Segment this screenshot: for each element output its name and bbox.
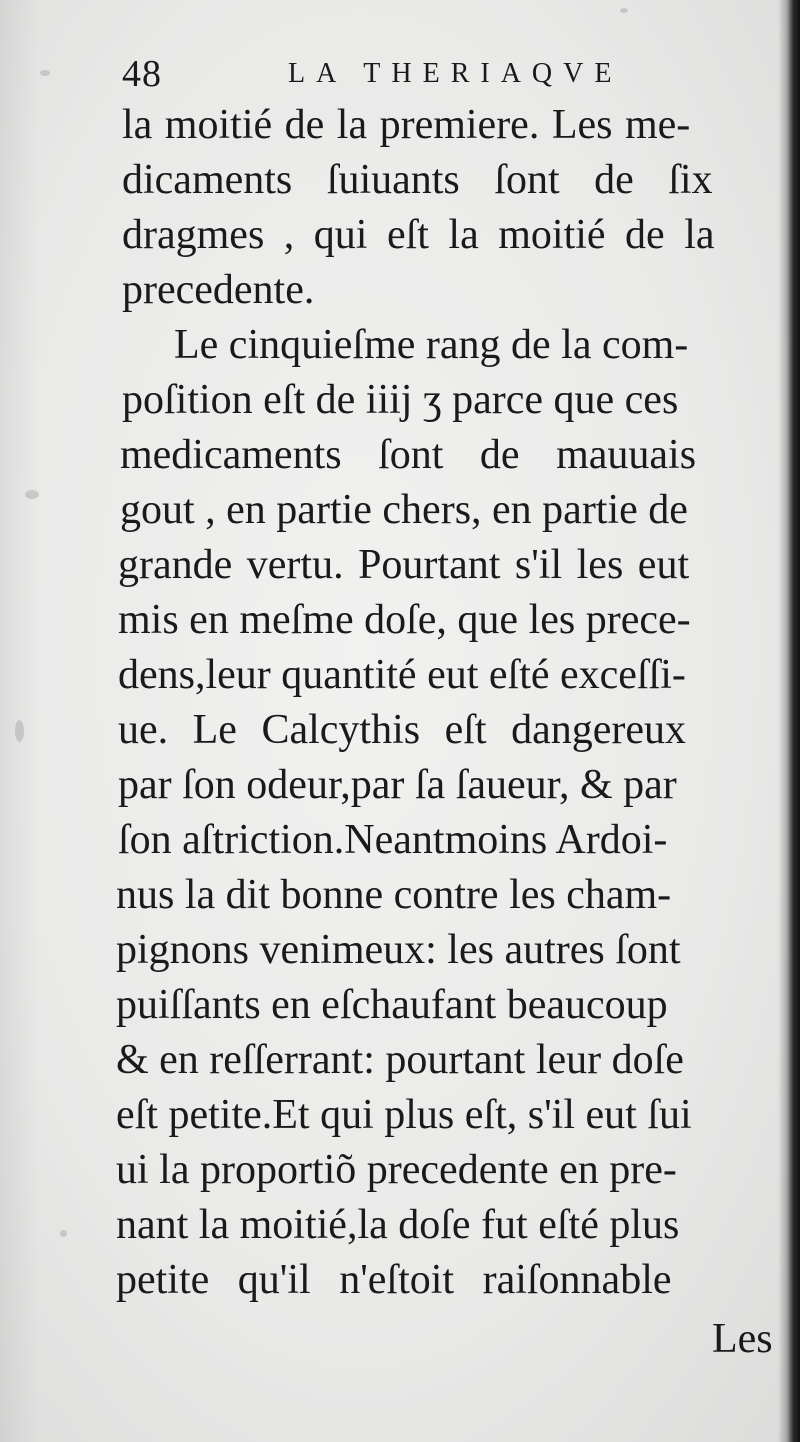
- text-line: medicaments ſont de mauuais: [120, 432, 697, 478]
- catchword: Les: [712, 1316, 773, 1362]
- text-line: dragmes , qui eſt la moitié de la: [122, 212, 715, 258]
- text-line: nant la moitié,la doſe fut eſté plus: [116, 1202, 680, 1248]
- running-head: LA THERIAQVE: [288, 58, 623, 89]
- paper-speck: [60, 1230, 67, 1237]
- text-line: puiſſants en eſchaufant beaucoup: [116, 982, 668, 1028]
- text-line: precedente.: [122, 267, 315, 313]
- text-line: ue. Le Calcythis eſt dangereux: [118, 707, 686, 753]
- text-line: grande vertu. Pourtant s'il les eut: [118, 542, 690, 588]
- text-line: dicaments ſuiuants ſont de ſix: [122, 157, 713, 203]
- paper-speck: [40, 70, 50, 76]
- text-line: mis en meſme doſe, que les prece-: [118, 597, 691, 643]
- paper-speck: [25, 490, 39, 499]
- text-line: eſt petite.Et qui plus eſt, s'il eut ſui: [116, 1092, 692, 1138]
- paper-speck: [620, 8, 628, 13]
- text-line: pignons venimeux: les autres ſont: [116, 927, 681, 973]
- page-number: 48: [122, 53, 162, 95]
- text-line: Le cinquieſme rang de la com-: [174, 322, 689, 368]
- text-line: gout , en partie chers, en partie de: [120, 487, 688, 533]
- text-line: par ſon odeur,par ſa ſaueur, & par: [118, 762, 677, 808]
- page-gutter-shadow: [778, 0, 800, 1442]
- text-line: ſon aſtriction.Neantmoins Ardoi-: [118, 817, 668, 863]
- text-line: nus la dit bonne contre les cham-: [116, 872, 672, 918]
- text-line: petite qu'il n'eſtoit raiſonnable: [116, 1257, 672, 1303]
- text-line: poſition eſt de iiij ʒ parce que ces: [122, 377, 679, 423]
- paper-speck: [15, 720, 24, 742]
- page-header: [122, 52, 722, 96]
- text-line: & en reſſerrant: pourtant leur doſe: [116, 1037, 684, 1083]
- text-line: la moitié de la premiere. Les me-: [122, 102, 691, 148]
- text-line: dens,leur quantité eut eſté exceſſi-: [118, 652, 686, 698]
- text-line: ui la proportiõ precedente en pre-: [116, 1147, 677, 1193]
